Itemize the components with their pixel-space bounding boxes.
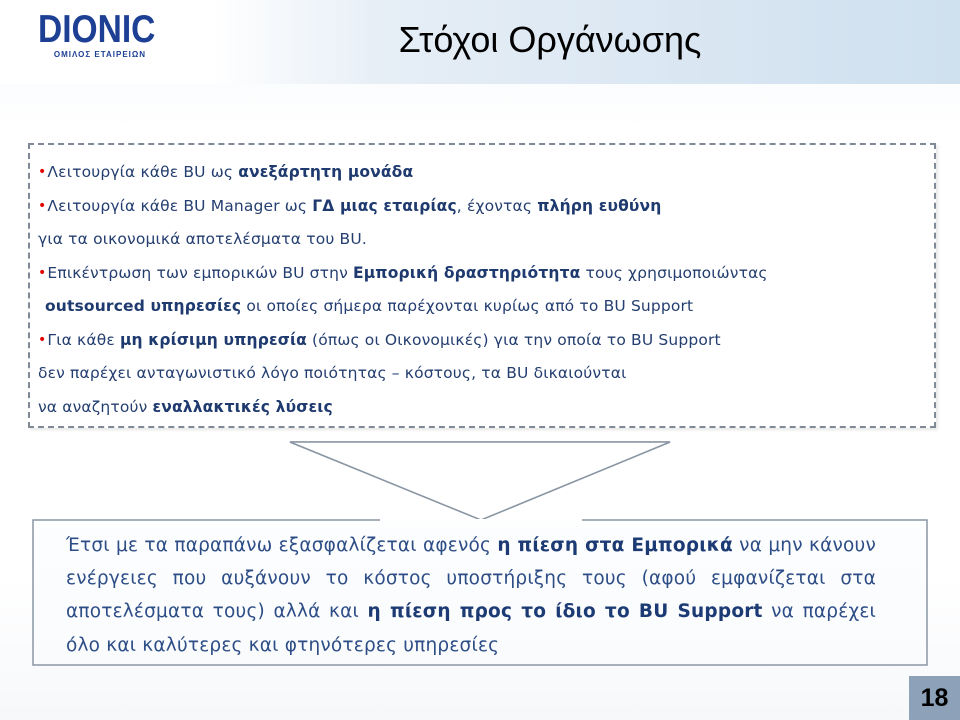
conclusion-part: να μην κάνουν ενέργειες που αυξάνουν το κόστος υποστήριξης τους (αφού εμφανίζεται στα αποτελέσματα τους) αλλά και: [66, 535, 876, 623]
slide-title: Στόχοι Οργάνωσης: [398, 19, 702, 60]
list-text: Επικέντρωση των εμπορικών BU στην: [47, 263, 353, 282]
list-emphasis: outsourced υπηρεσίες: [45, 297, 242, 315]
bullet-icon: •: [38, 331, 47, 348]
list-text: οι οποίες σήμερα παρέχονται κυρίως από το BU Support: [241, 297, 694, 315]
list-text: Λειτουργία κάθε BU ως: [47, 163, 239, 181]
bullet-icon: •: [38, 197, 47, 214]
list-text: Λειτουργία κάθε BU Manager ως: [47, 196, 313, 215]
list-emphasis: εναλλακτικές λύσεις: [152, 397, 333, 416]
bullet-icon: •: [38, 164, 47, 180]
logo-wordmark: DIONIC: [38, 8, 156, 51]
page-number: 18: [909, 676, 960, 720]
list-emphasis: Εμπορική δραστηριότητα: [353, 263, 581, 282]
conclusion-part: να παρέχει όλο και καλύτερες και φτηνότερες υπηρεσίες: [66, 601, 876, 656]
list-text: να αναζητούν: [38, 397, 153, 416]
list-emphasis: ανεξάρτητη μονάδα: [238, 163, 414, 181]
list-text: δεν παρέχει ανταγωνιστικό λόγο ποιότητας – κόστους, τα BU δικαιούνται: [38, 364, 627, 382]
list-text: (όπως οι Οικονομικές) για την οποία το BU Support: [306, 330, 721, 349]
logo-subtitle: ΟΜΙΛΟΣ ΕΤΑΙΡΕΙΩΝ: [53, 50, 147, 59]
list-emphasis: πλήρη ευθύνη: [537, 196, 662, 215]
list-text: Για κάθε: [47, 330, 120, 349]
list-emphasis: μη κρίσιμη υπηρεσία: [119, 330, 307, 349]
conclusion-text: [66, 529, 876, 662]
conclusion-emphasis: η πίεση στα Εμπορικά: [497, 535, 733, 556]
bullet-icon: •: [38, 264, 47, 281]
list-text: για τα οικονομικά αποτελέσματα του BU.: [38, 230, 367, 248]
list-emphasis: ΓΔ μιας εταιρίας: [312, 196, 457, 215]
conclusion-emphasis: η πίεση προς το ίδιο το BU Support: [367, 601, 763, 623]
conclusion-paragraph: [66, 529, 876, 662]
conclusion-part: Έτσι με τα παραπάνω εξασφαλίζεται αφενός: [66, 535, 498, 556]
list-text: τους χρησιμοποιώντας: [580, 263, 768, 282]
list-text: , έχοντας: [456, 196, 538, 215]
